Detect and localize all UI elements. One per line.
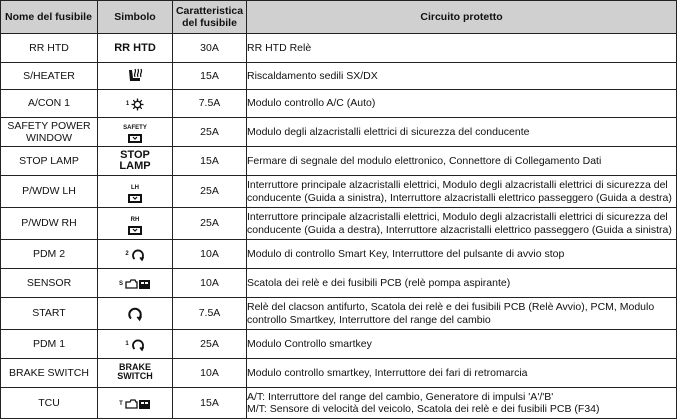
fuse-name: A/CON 1 xyxy=(1,90,98,118)
fuse-symbol xyxy=(98,118,173,147)
fuse-rating: 15A xyxy=(173,63,247,90)
symbol-label: LH xyxy=(131,184,139,191)
fuse-rating: 25A xyxy=(173,176,247,208)
symbol-text: BRAKE SWITCH xyxy=(117,362,153,382)
fuse-name: PDM 2 xyxy=(1,240,98,269)
fuse-name: START xyxy=(1,298,98,330)
table-row xyxy=(1,298,677,330)
fuse-circuit: Relè del clacson antifurto, Scatola dei relè e dei fusibili PCB (Relè Avvio), PCM, Modulo controllo Smartkey, Interruttore del range del cambio xyxy=(247,298,677,330)
power-window-icon xyxy=(127,223,143,236)
fuse-rating: 15A xyxy=(173,147,247,176)
fuse-rating: 25A xyxy=(173,208,247,240)
header-name: Nome del fusibile xyxy=(1,1,98,34)
fuse-symbol xyxy=(98,147,173,176)
table-row xyxy=(1,118,677,147)
fuse-circuit: Modulo controllo A/C (Auto) xyxy=(247,90,677,118)
start-arrow-icon xyxy=(131,248,145,262)
fuse-name: TCU xyxy=(1,388,98,419)
fuse-circuit: Modulo degli alzacristalli elettrici di sicurezza del conducente xyxy=(247,118,677,147)
fuse-symbol xyxy=(98,90,173,118)
fuse-rating: 30A xyxy=(173,34,247,63)
symbol-superscript: 2 xyxy=(125,251,129,258)
fuse-name: S/HEATER xyxy=(1,63,98,90)
header-symbol: Simbolo xyxy=(98,1,173,34)
fuse-name: P/WDW LH xyxy=(1,176,98,208)
fuse-symbol xyxy=(98,359,173,388)
fuse-symbol xyxy=(98,34,173,63)
fuse-rating: 7.5A xyxy=(173,90,247,118)
start-arrow-icon xyxy=(127,306,143,322)
table-row xyxy=(1,147,677,176)
fuse-rating: 10A xyxy=(173,269,247,298)
table-row xyxy=(1,63,677,90)
table-header-row xyxy=(1,1,677,34)
seat-heater-icon xyxy=(126,68,144,84)
ac-snowflake-icon xyxy=(131,98,144,111)
fuse-name: PDM 1 xyxy=(1,330,98,359)
table-row xyxy=(1,208,677,240)
symbol-text: STOP LAMP xyxy=(119,148,151,172)
fuse-symbol xyxy=(98,63,173,90)
fuse-rating: 25A xyxy=(173,118,247,147)
table-row xyxy=(1,176,677,208)
symbol-label: SAFETY xyxy=(123,125,147,131)
fuse-symbol xyxy=(98,330,173,359)
table-row xyxy=(1,240,677,269)
circuit-line: A/T: Interruttore del range del cambio, Generatore di impulsi 'A'/'B' xyxy=(247,390,554,403)
symbol-label: RH xyxy=(130,216,140,223)
fuse-name: SAFETY POWER WINDOW xyxy=(1,118,98,147)
circuit-line: M/T: Sensore di velocità del veicolo, Scatola dei relè e dei fusibili PCB (F34) xyxy=(247,403,600,415)
table-row xyxy=(1,269,677,298)
fuse-circuit: Interruttore principale alzacristalli elettrici, Modulo degli alzacristalli elettrici di sicurezza del conducente (Guida a destra), Interruttore alzacristalli elettrico passeggero (Guida a sinistra) xyxy=(247,208,677,240)
fuse-symbol xyxy=(98,208,173,240)
engine-icon xyxy=(125,398,151,410)
fuse-circuit: RR HTD Relè xyxy=(247,34,677,63)
fuse-circuit: Scatola dei relè e dei fusibili PCB (relè pompa aspirante) xyxy=(247,269,677,298)
symbol-superscript: 1 xyxy=(125,101,130,108)
table-row xyxy=(1,359,677,388)
fuse-rating: 25A xyxy=(173,330,247,359)
fuse-circuit: Modulo di controllo Smart Key, Interruttore del pulsante di avvio stop xyxy=(247,240,677,269)
fuse-rating: 10A xyxy=(173,359,247,388)
fuse-name: BRAKE SWITCH xyxy=(1,359,98,388)
fuse-name: STOP LAMP xyxy=(1,147,98,176)
fuse-rating: 15A xyxy=(173,388,247,419)
fuse-symbol xyxy=(98,298,173,330)
symbol-superscript: 1 xyxy=(125,341,129,348)
header-circuit: Circuito protetto xyxy=(247,1,677,34)
fuse-name: P/WDW RH xyxy=(1,208,98,240)
start-arrow-icon xyxy=(131,338,145,352)
header-rating: Caratteristica del fusibile xyxy=(173,1,247,34)
engine-icon xyxy=(125,278,151,290)
fuse-symbol xyxy=(98,269,173,298)
symbol-text: RR HTD xyxy=(114,41,156,54)
table-row xyxy=(1,330,677,359)
power-window-icon xyxy=(127,131,143,144)
fuse-circuit: Interruttore principale alzacristalli elettrici, Modulo degli alzacristalli elettrici di sicurezza del conducente (Guida a sinistra), Interruttore alzacristalli elettrico passeggero (Guida a destra) xyxy=(247,176,677,208)
symbol-superscript: T xyxy=(119,400,123,407)
table-row xyxy=(1,90,677,118)
fuse-circuit: Riscaldamento sedili SX/DX xyxy=(247,63,677,90)
power-window-icon xyxy=(127,191,143,204)
fuse-rating: 7.5A xyxy=(173,298,247,330)
fuse-circuit: Modulo controllo smartkey, Interruttore dei fari di retromarcia xyxy=(247,359,677,388)
fuse-circuit: Modulo Controllo smartkey xyxy=(247,330,677,359)
fuse-name: SENSOR xyxy=(1,269,98,298)
symbol-superscript: S xyxy=(118,280,123,287)
fuse-rating: 10A xyxy=(173,240,247,269)
fuse-symbol xyxy=(98,176,173,208)
fuse-circuit: Fermare di segnale del modulo elettronico, Connettore di Collegamento Dati xyxy=(247,147,677,176)
table-row xyxy=(1,34,677,63)
fuse-symbol xyxy=(98,240,173,269)
fuse-name: RR HTD xyxy=(1,34,98,63)
